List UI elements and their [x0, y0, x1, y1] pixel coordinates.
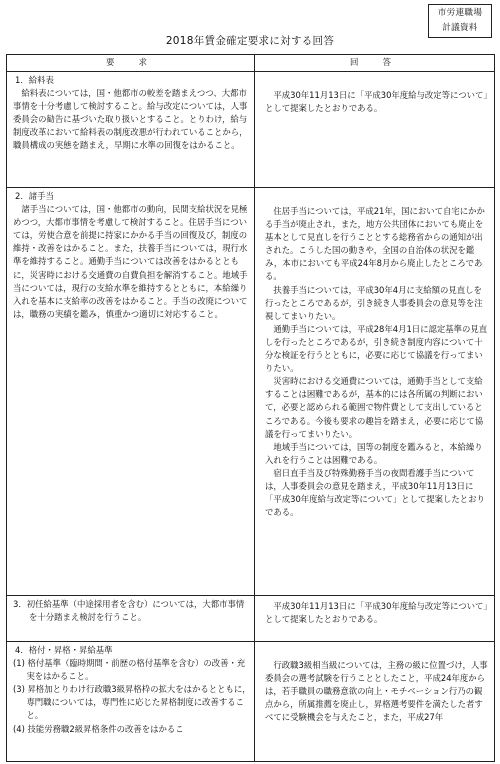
request-item: (3) 昇格加とりわけ行政職3級昇格枠の拡大をはかるとともに，専門職については，専門性に応じた昇格制度に改善すること。: [13, 684, 251, 721]
section-title: 4．格付・昇格・昇給基準: [15, 645, 113, 655]
stamp-line-2: 計議資料: [442, 23, 478, 33]
request-column-header: 要 求: [7, 55, 255, 72]
answer-paragraph: 宿日直手当及び特殊勤務手当の夜間看護手当については，人事委員会の意見を踏まえ，平成30年11月13日に「平成30年度給与改定等について」として提案したとおりである。: [265, 467, 485, 518]
answer-paragraph: 地域手当については，国等の制度を鑑みると，本給繰り入れを行うことは困難である。: [265, 441, 483, 465]
table-row: [7, 596, 495, 642]
answer-cell: [255, 72, 495, 188]
section-title: 3．初任給基準（中途採用者を含む）については，大都市事情を十分踏まえ検討を行うこと。: [13, 599, 245, 623]
table-row: [7, 188, 495, 596]
request-cell: [7, 596, 255, 642]
answer-paragraph: 行政職3級相当級については，主務の級に位置づけ，人事委員会の選考試験を行うこととしたこと，平成24年度からは，若手職員の職務意欲の向上・モチベーション行乃の観点から，所属推薦を廃止し，昇格選考要件を満たした者すべてに受験機会を与えたこと，また，平成27年: [265, 660, 488, 723]
request-paragraph: 給料表については，国・他都市の較差を踏まえつつ、大都市事情を十分考慮して検討すること。給与改定については，人事委員会の勧告に基づいた取り扱いとすること。とりわけ，給与制度改革において給料表の制度改悪が行われていることから，職員構成の実態を踏まえ，早期に水準の回復をはかること。: [13, 88, 248, 151]
answer-cell: [255, 642, 495, 762]
answer-paragraph: 災害時における交通費については，通勤手当として支給することは困難であるが，基本的には各所属の判断において，必要と認められる範囲で物件費として支出しているところである。今後も要求の趣旨を踏まえ，必要に応じて協議を行ってまいりたい。: [265, 376, 484, 439]
request-cell: [7, 188, 255, 596]
request-cell: [7, 642, 255, 762]
request-item: (1) 格付基準（臨時期間・前歴の格付基準を含む）の改善・充実をはかること。: [13, 658, 246, 682]
table-header-row: [7, 55, 495, 72]
answer-paragraph: 住居手当については，平成21年，国において自宅にかかる手当が廃止され，また，地方公共団体においても廃止を基本として見直しを行うこととする総務省からの通知が出された。こうした国の動きや，全国の自治体の状況を鑑み，本市においても平成24年8月から廃止したところである。: [265, 206, 485, 282]
page-title: 2018年賃金確定要求に対する回答: [165, 35, 335, 47]
answer-paragraph: 扶養手当については，平成30年4月に支給額の見直しを行ったところであるが，引き続き人事委員会の意見等を注視してまいりたい。: [265, 284, 483, 321]
answer-cell: [255, 596, 495, 642]
request-item: (4) 技能労務職2級昇格条件の改善をはかるこ: [13, 723, 184, 734]
answer-column-header: 回 答: [255, 55, 495, 72]
section-title: 1．給料表: [15, 75, 54, 85]
section-title: 2．諸手当: [15, 191, 54, 201]
stamp-line-1: 市労連職場: [437, 8, 483, 18]
answer-cell: [255, 188, 495, 596]
request-cell: [7, 72, 255, 188]
answer-paragraph: 平成30年11月13日に「平成30年度給与改定等について」として提案したとおりである。: [265, 601, 488, 625]
request-answer-table: [6, 54, 495, 762]
table-row: [7, 72, 495, 188]
request-paragraph: 諸手当については，国・他都市の動向，民間支給状況を見極めつつ，大都市事情を考慮して検討すること。住居手当については，労使合意を前提に持家にかかる手当の回復及び，制度の維持・改善をはかること。また，扶養手当については，現行水準を維持すること。通勤手当については改善をはかるとともに，災害時における交通費の自費負担を解消すること。地域手当については，現行の支給水準を維持するとともに，本給繰り入れを基本に支給率の改善をはかること。手当の改廃については，職務の実績を鑑み，慎重かつ適切に対応すること。: [13, 204, 248, 319]
answer-paragraph: 通勤手当については，平成28年4月1日に認定基準の見直しを行ったところであるが，引き続き制度内容について十分な検証を行うとともに，必要に応じて協議を行ってまいりたい。: [265, 323, 488, 374]
answer-paragraph: 平成30年11月13日に「平成30年度給与改定等について」として提案したとおりである。: [265, 90, 488, 114]
table-row: [7, 642, 495, 762]
